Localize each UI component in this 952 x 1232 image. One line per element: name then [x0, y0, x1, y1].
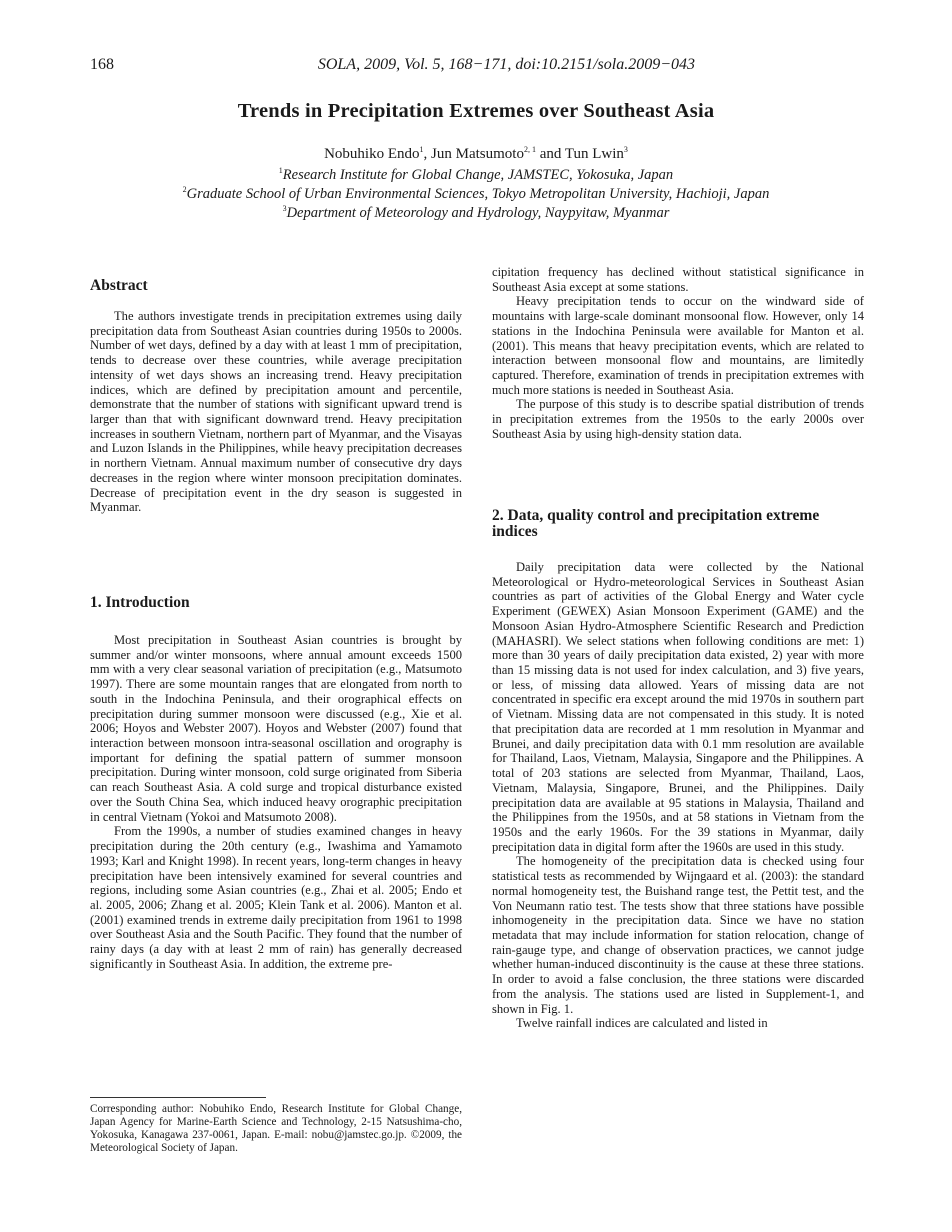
paragraph: The homogeneity of the precipitation data is checked using four statistical tests as recommended by Wijngaard et al. (2003): the standard normal homogeneity test, the Buishand range test, the Pettit test, and the Von Neumann ratio test. The tests show that three stations have possible inhomogeneity in the precipitation data. Since we have no station metadata that may include information for station relocation, change of rain-gauge type, and change of observation practices, we cannot judge whether human-induced discontinuity is the cause at these three stations. In order to avoid a false conclusion, the three stations were discarded from the analysis. The stations used are listed in Supplement-1, and shown in Fig. 1.: [492, 854, 864, 1016]
paragraph: From the 1990s, a number of studies examined changes in heavy precipitation during the 20th century (e.g., Iwashima and Yamamoto 1993; Karl and Knight 1998). In recent years, long-term changes in heavy precipitation have been intensively examined for several countries and regions, including some Asian countries (e.g., Zhai et al. 2005; Endo et al. 2005, 2006; Zhang et al. 2005; Klein Tank et al. 2006). Manton et al. (2001) examined trends in extreme daily precipitation from 1961 to 1998 over Southeast Asia and the South Pacific. They found that the number of rainy days (a day with at least 2 mm of rain) has generally decreased significantly in Southeast Asia. In addition, the extreme pre-: [90, 824, 462, 971]
affiliation-text: Graduate School of Urban Environmental Sciences, Tokyo Metropolitan University, Hachioji, Japan: [186, 185, 770, 202]
affiliation: [0, 204, 952, 222]
author-name: Tun Lwin: [564, 146, 624, 162]
section-2-body: [492, 560, 864, 1031]
author-affil-mark: 2, 1: [523, 145, 536, 154]
footnote-rule: [90, 1097, 266, 1098]
abstract-body: [90, 309, 462, 515]
paragraph: Heavy precipitation tends to occur on the windward side of mountains with large-scale dominant monsoonal flow. However, only 14 stations in the Indochina Peninsula were available for Manton et al. (2001). This means that heavy precipitation events, which are related to interaction between monsoonal flow and mountains, are limitedly captured. Therefore, examination of trends in precipitation extremes with much more stations is needed in Southeast Asia.: [492, 294, 864, 397]
journal-citation: SOLA, 2009, Vol. 5, 168−171, doi:10.2151/sola.2009−043: [317, 56, 695, 73]
author-affil-mark: 1: [419, 145, 424, 154]
affiliation: [0, 185, 952, 203]
affiliation-mark: 1: [278, 166, 283, 175]
author-separator: and: [535, 146, 565, 162]
introduction-heading: 1. Introduction: [90, 594, 190, 611]
affiliation-mark: 3: [282, 204, 287, 213]
author-list: [0, 145, 952, 163]
page-number: 168: [90, 56, 114, 73]
author-name: Nobuhiko Endo: [324, 146, 420, 162]
corresponding-author-footnote: Corresponding author: Nobuhiko Endo, Research Institute for Global Change, Japan Agency for Marine-Earth Science and Technology, 2-15 Natsushima-cho, Yokosuka, Kanagawa 237-0061, Japan. E-mail: nobu@jamstec.go.jp. ©2009, the Meteorological Society of Japan.: [90, 1103, 462, 1154]
author-name: Jun Matsumoto: [431, 146, 524, 162]
affiliation: [0, 166, 952, 184]
abstract-paragraph: The authors investigate trends in precipitation extremes using daily precipitation data from Southeast Asian countries during 1950s to 2000s. Number of wet days, defined by a day with at least 1 mm of precipitation, tends to decrease over these countries, while average precipitation intensity of wet days shows an increasing trend. Heavy precipitation indices, which are defined by precipitation amount and percentile, demonstrate that the number of stations with significant upward trend is larger than that with significant downward trend. Heavy precipitation increases in southern Vietnam, northern part of Myanmar, and the Visayas and Luzon Islands in the Philippines, while heavy precipitation decreases in northern Vietnam. Annual maximum number of consecutive dry days decreases in the region where winter monsoon precipitation dominates. Decrease of precipitation event in the dry season is suggested in Myanmar.: [90, 309, 462, 515]
introduction-body: [90, 633, 462, 972]
paragraph: cipitation frequency has declined without statistical significance in Southeast Asia except at some stations.: [492, 265, 864, 294]
abstract-heading: Abstract: [90, 277, 148, 294]
introduction-continued: [492, 265, 864, 442]
paragraph: Most precipitation in Southeast Asian countries is brought by summer and/or winter monsoons, where annual amount exceeds 1500 mm with a very clear seasonal variation of precipitation (e.g., Matsumoto 1997). There are some mountain ranges that are elongated from north to south in the Indochina Peninsula, and their orographical effects on precipitation during summer monsoon were discussed (e.g., Xie et al. 2006; Hoyos and Webster 2007). Hoyos and Webster (2007) found that interaction between monsoon intra-seasonal oscillation and orography is important for defining the spatial pattern of summer monsoon precipitation. During winter monsoon, cold surge originated from Siberia can reach Southeast Asia. A cold surge and tropical disturbance existed over the South China Sea, which induced heavy orographic precipitation in central Vietnam (Yokoi and Matsumoto 2008).: [90, 633, 462, 824]
paper-title: Trends in Precipitation Extremes over Southeast Asia: [237, 100, 715, 122]
author-affil-mark: 3: [623, 145, 628, 154]
affiliation-text: Department of Meteorology and Hydrology, Naypyitaw, Myanmar: [286, 204, 670, 221]
affiliation-text: Research Institute for Global Change, JAMSTEC, Yokosuka, Japan: [282, 166, 674, 183]
paragraph: Daily precipitation data were collected by the National Meteorological or Hydro-meteorological Services in Southeast Asian countries as part of activities of the Global Energy and Water cycle Experiment (GEWEX) Asian Monsoon Experiment (GAME) and the Monsoon Asian Hydro-Atmosphere Scientific Research and Prediction (MAHASRI). We select stations when following conditions are met: 1) more than 30 years of daily precipitation data existed, 2) year with more than 15 missing data is not used for index calculation, and 3) five years, or less, of missing data allowed. Years of missing data are not concentrated in specific era except around the mid 1970s in southern part of Vietnam. Missing data are not compensated in this study. It is noted that precipitation data are recorded at 1 mm resolution in Myanmar and Brunei, and daily precipitation data with 0.1 mm resolution are available for Thailand, Laos, Vietnam, Malaysia, Singapore and the Philippines. A total of 203 stations are selected from Myanmar, Thailand, Laos, Vietnam, Malaysia, Singapore, Brunei, and the Philippines. Daily precipitation data are available at 95 stations in Malaysia, Thailand and the Philippines from the 1950s, and at 58 stations in Vietnam from the 1950s and the early 1960s. For the 39 stations in Myanmar, daily precipitation data in digital form after the 1960s are used in this study.: [492, 560, 864, 854]
paragraph: The purpose of this study is to describe spatial distribution of trends in precipitation extremes from the 1950s to the early 2000s over Southeast Asia by using high-density station data.: [492, 397, 864, 441]
section-2-heading: 2. Data, quality control and precipitation extreme indices: [492, 507, 820, 540]
affiliation-mark: 2: [182, 185, 187, 194]
author-separator: ,: [423, 146, 432, 162]
paragraph: Twelve rainfall indices are calculated and listed in: [516, 1016, 768, 1031]
